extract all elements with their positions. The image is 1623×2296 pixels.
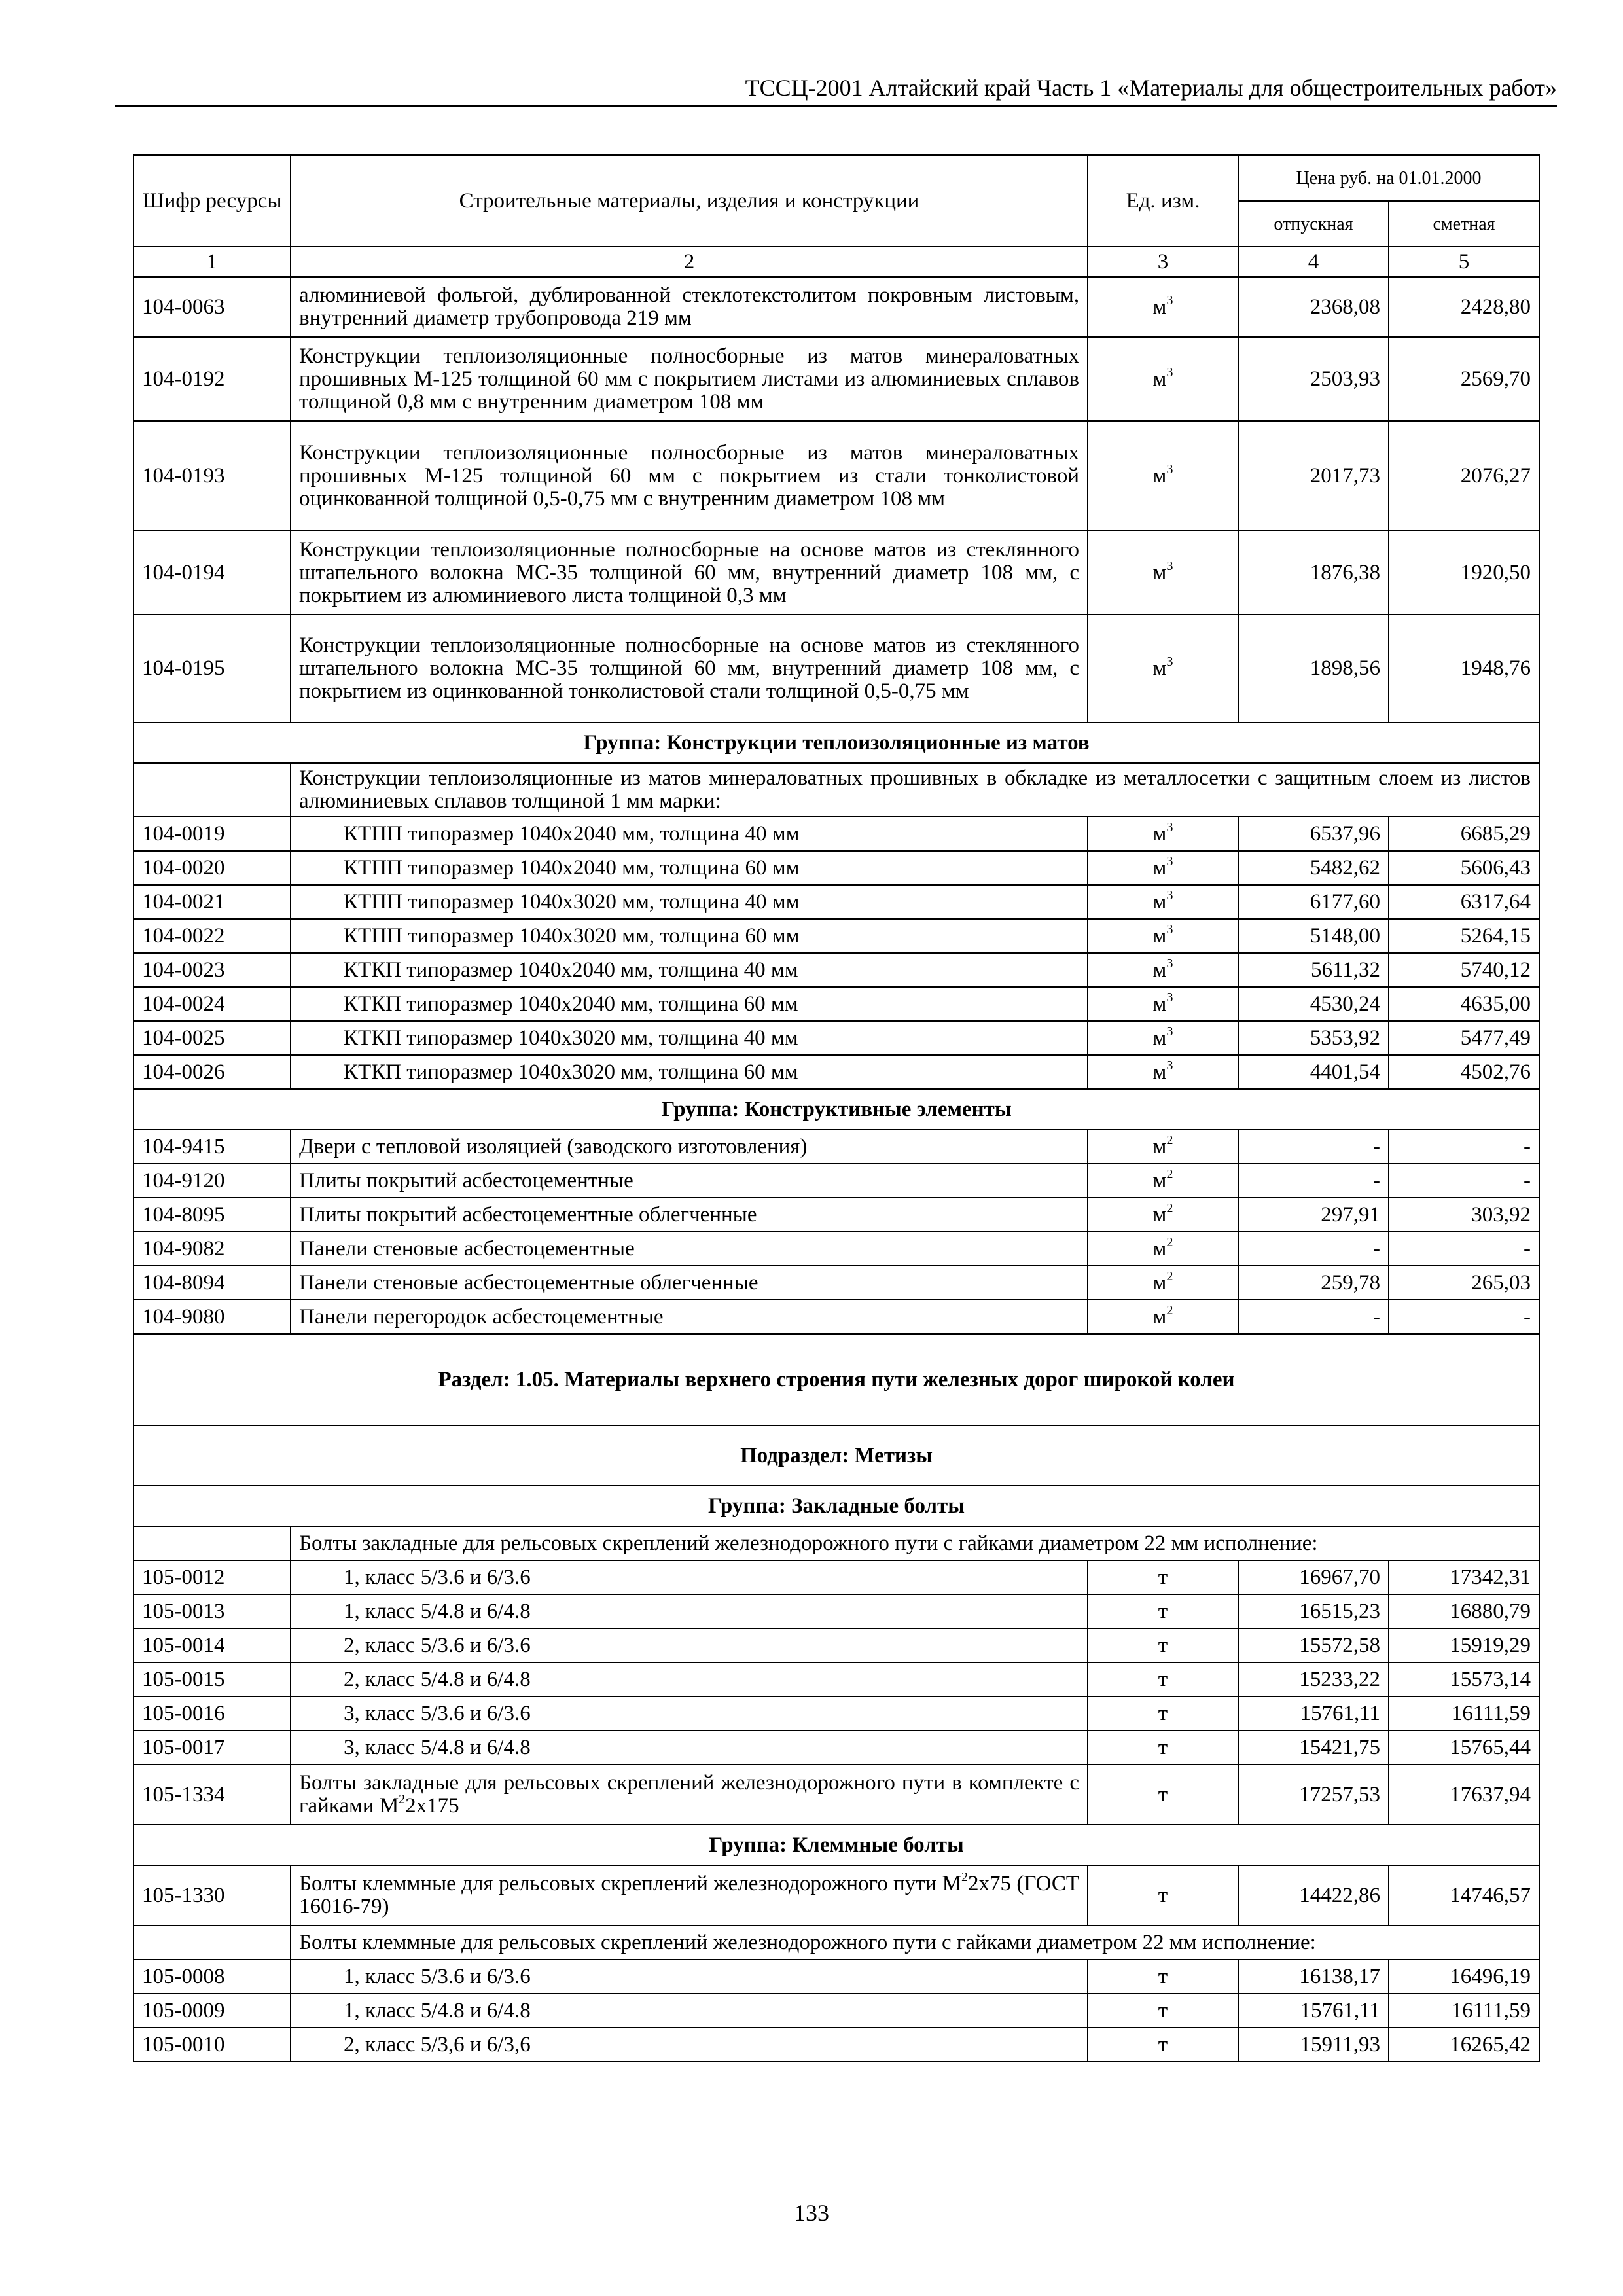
table-row <box>134 953 1539 987</box>
unit-exponent: 3 <box>1166 956 1173 971</box>
unit-cell <box>1088 531 1238 615</box>
material-name: КТКП типоразмер 1040х2040 мм, толщина 60 мм <box>291 987 1088 1021</box>
table-row <box>134 615 1539 723</box>
unit-text: т <box>1158 1565 1168 1589</box>
material-name: КТПП типоразмер 1040х3020 мм, толщина 60 мм <box>291 919 1088 953</box>
column-number: 3 <box>1088 247 1238 277</box>
estimate-price: 4635,00 <box>1389 987 1539 1021</box>
group-title-row <box>134 1825 1539 1865</box>
group-title-row <box>134 1089 1539 1130</box>
section-title: Раздел: 1.05. Материалы верхнего строения пути железных дорог широкой колеи <box>134 1334 1539 1426</box>
unit-text: т <box>1158 1964 1168 1988</box>
unit-cell <box>1088 1731 1238 1765</box>
material-name: КТПП типоразмер 1040х3020 мм, толщина 40 мм <box>291 885 1088 919</box>
unit-exponent: 3 <box>1166 1058 1173 1073</box>
unit-text: т <box>1158 1701 1168 1725</box>
table-row <box>134 1055 1539 1089</box>
name-exponent: 2 <box>399 1792 406 1806</box>
estimate-price: 5606,43 <box>1389 851 1539 885</box>
name-exponent: 2 <box>961 1870 968 1884</box>
table-row <box>134 1865 1539 1926</box>
column-numbers-row <box>134 247 1539 277</box>
unit-text: т <box>1158 1998 1168 2022</box>
group-note-row <box>134 1526 1539 1560</box>
group-title-row <box>134 1486 1539 1526</box>
running-header: ТССЦ-2001 Алтайский край Часть 1 «Материалы для общестроительных работ» <box>115 71 1557 107</box>
estimate-price: - <box>1389 1130 1539 1164</box>
estimate-price: 2569,70 <box>1389 337 1539 421</box>
unit-cell <box>1088 1130 1238 1164</box>
table-row <box>134 2028 1539 2062</box>
group-title-row <box>134 723 1539 763</box>
estimate-price: 16111,59 <box>1389 1696 1539 1731</box>
resource-code: 104-0021 <box>134 885 291 919</box>
material-name: 1, класс 5/3.6 и 6/3.6 <box>291 1960 1088 1994</box>
unit-exponent: 2 <box>1166 1200 1173 1215</box>
unit-text: м <box>1152 958 1167 982</box>
group-title: Группа: Конструкции теплоизоляционные из матов <box>134 723 1539 763</box>
table-row <box>134 1696 1539 1731</box>
table-row <box>134 1960 1539 1994</box>
release-price: 1876,38 <box>1238 531 1389 615</box>
material-name: 2, класс 5/3.6 и 6/3.6 <box>291 1628 1088 1662</box>
release-price: 16515,23 <box>1238 1594 1389 1628</box>
unit-text: м <box>1152 1060 1167 1084</box>
release-price: 5353,92 <box>1238 1021 1389 1055</box>
release-price: 5482,62 <box>1238 851 1389 885</box>
unit-cell <box>1088 1198 1238 1232</box>
table-row <box>134 1300 1539 1334</box>
estimate-price: - <box>1389 1232 1539 1266</box>
estimate-price: 5477,49 <box>1389 1021 1539 1055</box>
release-price: 2368,08 <box>1238 277 1389 337</box>
unit-cell <box>1088 1994 1238 2028</box>
release-price: 5148,00 <box>1238 919 1389 953</box>
unit-text: м <box>1152 821 1167 846</box>
table-row <box>134 1198 1539 1232</box>
unit-cell <box>1088 1560 1238 1594</box>
resource-code: 104-0024 <box>134 987 291 1021</box>
table-row <box>134 1560 1539 1594</box>
group-note: Конструкции теплоизоляционные из матов минераловатных прошивных в обкладке из металлосетки с защитным слоем из листов алюминиевых сплавов толщиной 1 мм марки: <box>291 763 1539 817</box>
material-name: 1, класс 5/4.8 и 6/4.8 <box>291 1994 1088 2028</box>
release-price: 5611,32 <box>1238 953 1389 987</box>
unit-text: м <box>1152 855 1167 880</box>
unit-text: м <box>1152 924 1167 948</box>
resource-code: 105-0010 <box>134 2028 291 2062</box>
material-name: Панели перегородок асбестоцементные <box>291 1300 1088 1334</box>
release-price: 15421,75 <box>1238 1731 1389 1765</box>
group-note: Болты клеммные для рельсовых скреплений железнодорожного пути с гайками диаметром 22 мм исполнение: <box>291 1926 1539 1960</box>
unit-text: м <box>1152 463 1167 488</box>
unit-cell: т <box>1088 1765 1238 1825</box>
unit-exponent: 3 <box>1166 888 1173 903</box>
resource-code: 105-0017 <box>134 1731 291 1765</box>
release-price: 4401,54 <box>1238 1055 1389 1089</box>
unit-text: м <box>1152 1304 1167 1329</box>
unit-cell <box>1088 1300 1238 1334</box>
subsection-title: Подраздел: Метизы <box>134 1426 1539 1486</box>
resource-code: 104-0020 <box>134 851 291 885</box>
column-number: 1 <box>134 247 291 277</box>
material-name: Панели стеновые асбестоцементные облегченные <box>291 1266 1088 1300</box>
unit-cell <box>1088 1594 1238 1628</box>
material-name: КТПП типоразмер 1040х2040 мм, толщина 60 мм <box>291 851 1088 885</box>
name-part: 2х75 (ГОСТ 16016-79) <box>299 1872 1079 1918</box>
table-row <box>134 885 1539 919</box>
release-price: 14422,86 <box>1238 1865 1389 1926</box>
material-name: алюминиевой фольгой, дублированной стеклотекстолитом покровным листовым, внутренний диаметр трубопровода 219 мм <box>291 277 1088 337</box>
release-price: 6537,96 <box>1238 817 1389 851</box>
group-title: Группа: Конструктивные элементы <box>134 1089 1539 1130</box>
release-price: - <box>1238 1164 1389 1198</box>
unit-cell <box>1088 1696 1238 1731</box>
unit-text: т <box>1158 1667 1168 1691</box>
name-part: 2х175 <box>405 1794 459 1818</box>
table-row <box>134 1164 1539 1198</box>
release-price: 2017,73 <box>1238 421 1389 531</box>
estimate-price: 6317,64 <box>1389 885 1539 919</box>
resource-code: 105-0013 <box>134 1594 291 1628</box>
resource-code: 104-0026 <box>134 1055 291 1089</box>
material-name: Конструкции теплоизоляционные полносборные на основе матов из стеклянного штапельного волокна МС-35 толщиной 60 мм, внутренний диаметр 108 мм, с покрытием из алюминиевого листа толщиной 0,3 мм <box>291 531 1088 615</box>
material-name <box>291 1765 1088 1825</box>
material-name: 3, класс 5/3.6 и 6/3.6 <box>291 1696 1088 1731</box>
unit-text: м <box>1152 295 1167 319</box>
group-note-row <box>134 763 1539 817</box>
unit-cell <box>1088 1662 1238 1696</box>
table-row <box>134 1594 1539 1628</box>
resource-code: 104-0193 <box>134 421 291 531</box>
material-name <box>291 1865 1088 1926</box>
estimate-price: 6685,29 <box>1389 817 1539 851</box>
resource-code: 104-8095 <box>134 1198 291 1232</box>
resource-code: 105-0014 <box>134 1628 291 1662</box>
unit-exponent: 3 <box>1166 461 1173 476</box>
unit-exponent: 3 <box>1166 365 1173 380</box>
table-row <box>134 1662 1539 1696</box>
resource-code: 104-0023 <box>134 953 291 987</box>
release-price: 6177,60 <box>1238 885 1389 919</box>
unit-text: т <box>1158 1633 1168 1657</box>
unit-cell <box>1088 987 1238 1021</box>
resource-code: 105-1330 <box>134 1865 291 1926</box>
unit-exponent: 3 <box>1166 819 1173 834</box>
unit-text: т <box>1158 2032 1168 2056</box>
material-name: Плиты покрытий асбестоцементные облегченные <box>291 1198 1088 1232</box>
table-row <box>134 1021 1539 1055</box>
group-title: Группа: Закладные болты <box>134 1486 1539 1526</box>
release-price: 17257,53 <box>1238 1765 1389 1825</box>
unit-cell <box>1088 1266 1238 1300</box>
resource-code: 104-9415 <box>134 1130 291 1164</box>
table-row <box>134 987 1539 1021</box>
unit-text: м <box>1152 1270 1167 1295</box>
unit-exponent: 2 <box>1166 1234 1173 1249</box>
estimate-price: 17342,31 <box>1389 1560 1539 1594</box>
table-row <box>134 919 1539 953</box>
header-name: Строительные материалы, изделия и конструкции <box>291 155 1088 247</box>
unit-exponent: 3 <box>1166 1024 1173 1039</box>
table-row <box>134 1266 1539 1300</box>
unit-exponent: 2 <box>1166 1302 1173 1318</box>
unit-cell <box>1088 1628 1238 1662</box>
resource-code: 105-0012 <box>134 1560 291 1594</box>
resource-code: 104-0194 <box>134 531 291 615</box>
material-name: 1, класс 5/4.8 и 6/4.8 <box>291 1594 1088 1628</box>
estimate-price: 15919,29 <box>1389 1628 1539 1662</box>
table-row <box>134 1731 1539 1765</box>
material-name: КТКП типоразмер 1040х2040 мм, толщина 40 мм <box>291 953 1088 987</box>
group-note-row <box>134 1926 1539 1960</box>
price-table <box>133 154 1540 2062</box>
release-price: 15572,58 <box>1238 1628 1389 1662</box>
unit-cell <box>1088 1055 1238 1089</box>
release-price: - <box>1238 1300 1389 1334</box>
table-row <box>134 1130 1539 1164</box>
release-price: - <box>1238 1232 1389 1266</box>
resource-code: 105-1334 <box>134 1765 291 1825</box>
release-price: 1898,56 <box>1238 615 1389 723</box>
estimate-price: 265,03 <box>1389 1266 1539 1300</box>
empty-code-cell <box>134 763 291 817</box>
unit-cell <box>1088 885 1238 919</box>
unit-text: т <box>1158 1735 1168 1759</box>
unit-cell <box>1088 277 1238 337</box>
resource-code: 105-0015 <box>134 1662 291 1696</box>
unit-text: м <box>1152 656 1167 680</box>
resource-code: 104-0192 <box>134 337 291 421</box>
material-name: Двери с тепловой изоляцией (заводского изготовления) <box>291 1130 1088 1164</box>
estimate-price: 15573,14 <box>1389 1662 1539 1696</box>
resource-code: 104-0025 <box>134 1021 291 1055</box>
material-name: 3, класс 5/4.8 и 6/4.8 <box>291 1731 1088 1765</box>
material-name: КТКП типоразмер 1040х3020 мм, толщина 40 мм <box>291 1021 1088 1055</box>
estimate-price: 4502,76 <box>1389 1055 1539 1089</box>
resource-code: 104-0022 <box>134 919 291 953</box>
material-name: КТКП типоразмер 1040х3020 мм, толщина 60 мм <box>291 1055 1088 1089</box>
header-estimate-price: сметная <box>1389 201 1539 247</box>
unit-text: м <box>1152 1026 1167 1050</box>
unit-text: т <box>1158 1599 1168 1623</box>
unit-text: м <box>1152 889 1167 914</box>
release-price: 15761,11 <box>1238 1696 1389 1731</box>
unit-text: м <box>1152 560 1167 584</box>
unit-cell <box>1088 421 1238 531</box>
unit-exponent: 2 <box>1166 1268 1173 1283</box>
estimate-price: - <box>1389 1164 1539 1198</box>
resource-code: 105-0016 <box>134 1696 291 1731</box>
estimate-price: 1920,50 <box>1389 531 1539 615</box>
estimate-price: 5740,12 <box>1389 953 1539 987</box>
estimate-price: 2076,27 <box>1389 421 1539 531</box>
release-price: - <box>1238 1130 1389 1164</box>
material-name: Конструкции теплоизоляционные полносборные из матов минераловатных прошивных М-125 толщиной 60 мм с покрытием листами из алюминиевых сплавов толщиной 0,8 мм с внутренним диаметром 108 мм <box>291 337 1088 421</box>
release-price: 16967,70 <box>1238 1560 1389 1594</box>
group-title: Группа: Клеммные болты <box>134 1825 1539 1865</box>
unit-cell <box>1088 1021 1238 1055</box>
estimate-price: 16880,79 <box>1389 1594 1539 1628</box>
material-name: 2, класс 5/3,6 и 6/3,6 <box>291 2028 1088 2062</box>
unit-exponent: 3 <box>1166 558 1173 573</box>
release-price: 4530,24 <box>1238 987 1389 1021</box>
material-name: 1, класс 5/3.6 и 6/3.6 <box>291 1560 1088 1594</box>
resource-code: 104-0195 <box>134 615 291 723</box>
header-code: Шифр ресурсы <box>134 155 291 247</box>
material-name: Конструкции теплоизоляционные полносборные из матов минераловатных прошивных М-125 толщиной 60 мм с покрытием из стали тонколистовой оцинкованной толщиной 0,5-0,75 мм с внутренним диаметром 108 мм <box>291 421 1088 531</box>
unit-exponent: 3 <box>1166 655 1173 669</box>
release-price: 16138,17 <box>1238 1960 1389 1994</box>
unit-exponent: 3 <box>1166 990 1173 1005</box>
table-row <box>134 277 1539 337</box>
header-unit: Ед. изм. <box>1088 155 1238 247</box>
unit-text: м <box>1152 1202 1167 1227</box>
table-row <box>134 1765 1539 1825</box>
table-row <box>134 1994 1539 2028</box>
estimate-price: 16111,59 <box>1389 1994 1539 2028</box>
column-number: 2 <box>291 247 1088 277</box>
name-part: Болты клеммные для рельсовых скреплений железнодорожного пути М <box>299 1872 961 1895</box>
unit-text: м <box>1152 367 1167 391</box>
empty-code-cell <box>134 1526 291 1560</box>
unit-exponent: 2 <box>1166 1132 1173 1147</box>
unit-cell <box>1088 817 1238 851</box>
material-name: Панели стеновые асбестоцементные <box>291 1232 1088 1266</box>
resource-code: 104-0019 <box>134 817 291 851</box>
resource-code: 104-8094 <box>134 1266 291 1300</box>
unit-cell <box>1088 337 1238 421</box>
table-row <box>134 531 1539 615</box>
unit-cell <box>1088 851 1238 885</box>
unit-exponent: 3 <box>1166 922 1173 937</box>
page-number: 133 <box>794 2200 829 2226</box>
material-name: 2, класс 5/4.8 и 6/4.8 <box>291 1662 1088 1696</box>
estimate-price: - <box>1389 1300 1539 1334</box>
header-price: Цена руб. на 01.01.2000 <box>1238 155 1539 201</box>
section-title-row <box>134 1334 1539 1426</box>
unit-text: м <box>1152 992 1167 1016</box>
table-row <box>134 421 1539 531</box>
estimate-price: 5264,15 <box>1389 919 1539 953</box>
subsection-title-row <box>134 1426 1539 1486</box>
release-price: 259,78 <box>1238 1266 1389 1300</box>
unit-text: м <box>1152 1236 1167 1261</box>
release-price: 297,91 <box>1238 1198 1389 1232</box>
resource-code: 104-0063 <box>134 277 291 337</box>
estimate-price: 14746,57 <box>1389 1865 1539 1926</box>
estimate-price: 16265,42 <box>1389 2028 1539 2062</box>
unit-text: м <box>1152 1168 1167 1193</box>
unit-cell <box>1088 2028 1238 2062</box>
column-number: 4 <box>1238 247 1389 277</box>
release-price: 2503,93 <box>1238 337 1389 421</box>
resource-code: 105-0009 <box>134 1994 291 2028</box>
table-row <box>134 337 1539 421</box>
estimate-price: 15765,44 <box>1389 1731 1539 1765</box>
table-row <box>134 817 1539 851</box>
estimate-price: 17637,94 <box>1389 1765 1539 1825</box>
unit-cell: т <box>1088 1865 1238 1926</box>
release-price: 15761,11 <box>1238 1994 1389 2028</box>
empty-code-cell <box>134 1926 291 1960</box>
unit-cell <box>1088 919 1238 953</box>
resource-code: 104-9082 <box>134 1232 291 1266</box>
estimate-price: 2428,80 <box>1389 277 1539 337</box>
unit-exponent: 3 <box>1166 853 1173 869</box>
unit-exponent: 3 <box>1166 293 1173 308</box>
unit-cell <box>1088 1232 1238 1266</box>
estimate-price: 303,92 <box>1389 1198 1539 1232</box>
release-price: 15233,22 <box>1238 1662 1389 1696</box>
material-name: Плиты покрытий асбестоцементные <box>291 1164 1088 1198</box>
name-part: Болты закладные для рельсовых скреплений железнодорожного пути в комплекте с гайками М <box>299 1771 1079 1818</box>
resource-code: 104-9080 <box>134 1300 291 1334</box>
material-name: КТПП типоразмер 1040х2040 мм, толщина 40 мм <box>291 817 1088 851</box>
table-row <box>134 1628 1539 1662</box>
unit-cell <box>1088 1164 1238 1198</box>
unit-cell <box>1088 953 1238 987</box>
unit-exponent: 2 <box>1166 1166 1173 1181</box>
column-number: 5 <box>1389 247 1539 277</box>
resource-code: 105-0008 <box>134 1960 291 1994</box>
material-name: Конструкции теплоизоляционные полносборные на основе матов из стеклянного штапельного волокна МС-35 толщиной 60 мм, внутренний диаметр 108 мм, с покрытием из оцинкованной тонколистовой стали толщиной 0,5-0,75 мм <box>291 615 1088 723</box>
unit-cell <box>1088 1960 1238 1994</box>
unit-cell <box>1088 615 1238 723</box>
group-note: Болты закладные для рельсовых скреплений железнодорожного пути с гайками диаметром 22 мм исполнение: <box>291 1526 1539 1560</box>
table-row <box>134 1232 1539 1266</box>
estimate-price: 16496,19 <box>1389 1960 1539 1994</box>
header-release-price: отпускная <box>1238 201 1389 247</box>
resource-code: 104-9120 <box>134 1164 291 1198</box>
estimate-price: 1948,76 <box>1389 615 1539 723</box>
table-row <box>134 851 1539 885</box>
release-price: 15911,93 <box>1238 2028 1389 2062</box>
unit-text: м <box>1152 1134 1167 1158</box>
